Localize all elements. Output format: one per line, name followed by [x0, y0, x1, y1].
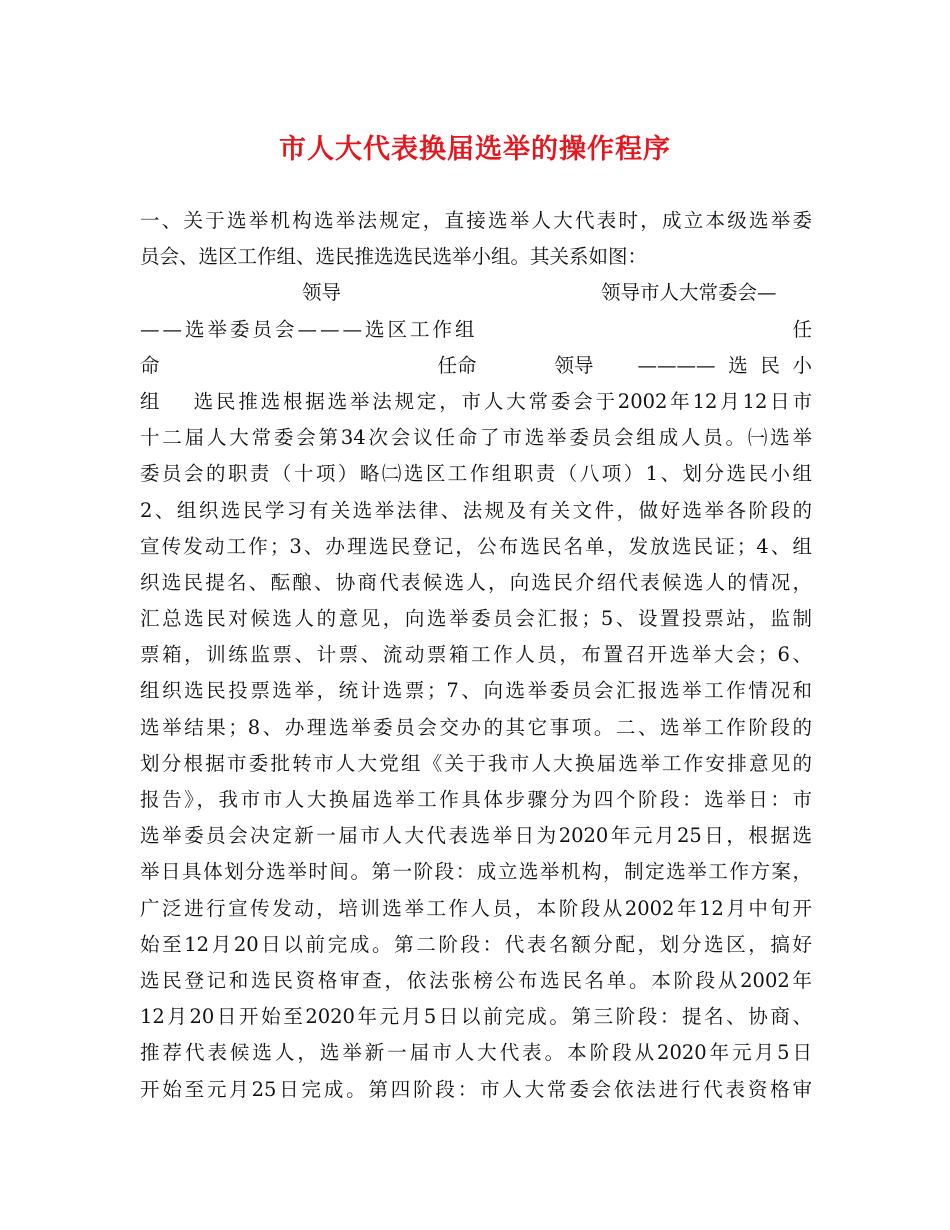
- body-line: 举日具体划分选举时间。第一阶段：成立选举机构，制定选举工作方案，: [140, 860, 812, 884]
- diagram-text: 领导: [302, 281, 342, 305]
- body-line: 选民登记和选民资格审查，依法张榜公布选民名单。本阶段从2002年: [140, 968, 812, 992]
- body-line: 织选民提名、酝酿、协商代表候选人，向选民介绍代表候选人的情况，: [140, 570, 812, 594]
- body-line: 开始至元月25日完成。第四阶段：市人大常委会依法进行代表资格审: [140, 1077, 812, 1101]
- body-line: 报告》，我市市人大换届选举工作具体步骤分为四个阶段：选举日：市: [140, 788, 812, 811]
- body-line: 十二届人大常委会第34次会议任命了市选举委员会组成人员。㈠选举: [140, 426, 812, 450]
- body-line: 始至12月20日以前完成。第二阶段：代表名额分配，划分选区，搞好: [140, 932, 812, 956]
- body-line: 汇总选民对候选人的意见，向选举委员会汇报；5、设置投票站，监制: [140, 607, 812, 631]
- body-line: [140, 348, 812, 384]
- diagram-text: 任命: [437, 353, 477, 377]
- body-line: [140, 275, 812, 311]
- document-title: 市人大代表换届选举的操作程序: [279, 134, 671, 165]
- diagram-text: 任: [792, 317, 812, 341]
- body-line: 选举结果；8、办理选举委员会交办的其它事项。二、选举工作阶段的: [140, 715, 812, 739]
- body-line: [140, 312, 812, 348]
- document-body: [140, 203, 812, 1108]
- body-line: 一、关于选举机构选举法规定，直接选举人大代表时，成立本级选举委: [140, 209, 812, 232]
- body-line: 划分根据市委批转市人大党组《关于我市人大换届选举工作安排意见的: [140, 751, 812, 775]
- diagram-text: 命: [140, 353, 160, 377]
- diagram-text: ——选举委员会———选区工作组: [140, 317, 478, 341]
- body-line: 员会、选区工作组、选民推选选民选举小组。其关系如图：: [140, 245, 648, 269]
- diagram-text: ————选民小: [637, 353, 812, 377]
- body-line: 委员会的职责（十项）略㈡选区工作组职责（八项）1、划分选民小组: [140, 462, 812, 486]
- body-line: 宣传发动工作；3、办理选民登记，公布选民名单，发放选民证；4、组: [140, 534, 812, 558]
- body-line: 2、组织选民学习有关选举法律、法规及有关文件，做好选举各阶段的: [140, 498, 812, 522]
- body-line: 组 选民推选根据选举法规定，市人大常委会于2002年12月12日市: [140, 389, 812, 413]
- diagram-text: 领导: [554, 353, 594, 377]
- body-line: 组织选民投票选举，统计选票；7、向选举委员会汇报选举工作情况和: [140, 679, 812, 703]
- body-line: 票箱，训练监票、计票、流动票箱工作人员，布置召开选举大会；6、: [140, 643, 812, 667]
- diagram-text: 领导市人大常委会—: [601, 281, 777, 305]
- body-line: 推荐代表候选人，选举新一届市人大代表。本阶段从2020年元月5日: [140, 1041, 812, 1065]
- body-line: 选举委员会决定新一届市人大代表选举日为2020年元月25日，根据选: [140, 824, 812, 848]
- body-line: 12月20日开始至2020年元月5日以前完成。第三阶段：提名、协商、: [140, 1005, 812, 1029]
- body-line: 广泛进行宣传发动，培训选举工作人员，本阶段从2002年12月中旬开: [140, 896, 812, 920]
